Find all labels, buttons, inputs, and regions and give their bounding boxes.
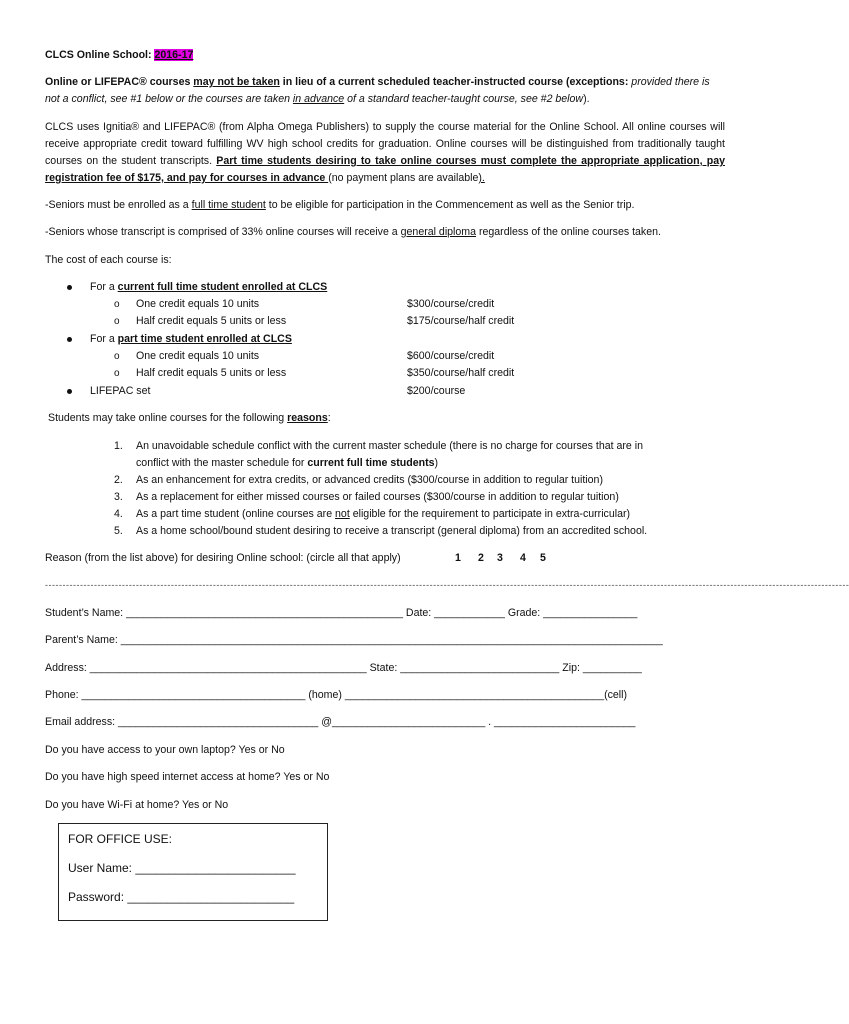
- cost-row-price: $600/course/credit: [407, 350, 495, 362]
- reason-option-4[interactable]: 4: [520, 552, 526, 564]
- paragraph-text: ).: [478, 172, 485, 184]
- paragraph-emphasis: Part time students desiring to take online courses must complete the appropriate application, pay registration fee of $175, and pay for courses in advance: [45, 155, 725, 184]
- sub-bullet-icon: o: [114, 351, 120, 362]
- laptop-question[interactable]: Do you have access to your own laptop? Yes or No: [45, 744, 285, 756]
- note-emphasis: full time student: [191, 199, 266, 211]
- title-prefix: CLCS Online School:: [45, 49, 155, 61]
- reasons-emphasis: reasons: [287, 412, 328, 424]
- reasons-text: Students may take online courses for the following: [48, 412, 288, 424]
- intro-text: Online or LIFEPAC® courses: [45, 76, 194, 88]
- intro-line-2: [45, 93, 590, 106]
- wifi-question[interactable]: Do you have Wi-Fi at home? Yes or No: [45, 799, 229, 811]
- cut-line-divider: --------------------------------------------------------------------------------------------------------------------------------------------------------------------------------------------------------------------------------------: [45, 580, 849, 590]
- seniors-diploma-note: [45, 226, 661, 239]
- office-use-title: FOR OFFICE USE:: [68, 832, 173, 846]
- cost-row-price: $175/course/half credit: [407, 315, 515, 327]
- reasons-text: :: [327, 412, 331, 424]
- cost-group-label: part time student enrolled at CLCS: [117, 333, 292, 345]
- reason-text: An unavoidable schedule conflict with the current master schedule (there is no charge for courses that are in: [136, 440, 644, 452]
- sub-bullet-icon: o: [114, 368, 120, 379]
- cost-prefix: For a: [90, 333, 118, 345]
- note-text: -Seniors whose transcript is comprised of 33% online courses will receive a: [45, 226, 401, 238]
- reason-option-1[interactable]: 1: [455, 552, 461, 564]
- cost-heading: The cost of each course is:: [45, 254, 172, 266]
- reason-text: eligible for the requirement to participate in extra-curricular): [349, 508, 631, 520]
- reason-text-continued: [136, 457, 438, 470]
- email-field[interactable]: Email address: __________________________________ @__________________________ . ________________________: [45, 716, 636, 728]
- student-name-field[interactable]: Student’s Name: _______________________________________________ Date: ____________ Grade: ________________: [45, 607, 638, 619]
- reasons-intro: [48, 412, 331, 425]
- reason-emphasis: current full time students: [307, 457, 435, 469]
- reason-text: ): [434, 457, 439, 469]
- cost-prefix: For a: [90, 281, 118, 293]
- reason-number: 2.: [114, 474, 123, 486]
- cost-row-label: Half credit equals 5 units or less: [136, 315, 287, 327]
- cost-row-label: Half credit equals 5 units or less: [136, 367, 287, 379]
- reason-option-5[interactable]: 5: [540, 552, 546, 564]
- bullet-icon: [67, 337, 72, 342]
- intro-emphasis: may not be taken: [193, 76, 280, 88]
- cost-group-label: current full time student enrolled at CLCS: [117, 281, 328, 293]
- reason-text: As an enhancement for extra credits, or advanced credits ($300/course in addition to regular tuition): [136, 474, 603, 486]
- parttime-cost-heading: [90, 333, 292, 346]
- office-username-field[interactable]: User Name: ________________________: [68, 861, 296, 875]
- intro-italic: not a conflict, see #1 below or the courses are taken: [45, 93, 293, 105]
- reason-number: 4.: [114, 508, 123, 520]
- note-emphasis: general diploma: [400, 226, 477, 238]
- reason-text: As a home school/bound student desiring to receive a transcript (general diploma) from an accredited school.: [136, 525, 648, 537]
- intro-line-1: [45, 76, 710, 89]
- intro-italic: provided there is: [631, 76, 710, 88]
- note-text: to be eligible for participation in the Commencement as well as the Senior trip.: [265, 199, 635, 211]
- reason-number: 5.: [114, 525, 123, 537]
- title-year-highlight: 2016-17: [154, 49, 194, 61]
- reason-text: conflict with the master schedule for: [136, 457, 308, 469]
- reason-text: As a part time student (online courses are: [136, 508, 336, 520]
- reason-number: 3.: [114, 491, 123, 503]
- intro-text: ).: [583, 93, 590, 105]
- cost-row-price: $300/course/credit: [407, 298, 495, 310]
- intro-italic: of a standard teacher-taught course, see #2 below: [344, 93, 584, 105]
- office-password-field[interactable]: Password: _________________________: [68, 890, 295, 904]
- intro-text: in lieu of a current scheduled teacher-instructed course (exceptions:: [279, 76, 632, 88]
- reason-option-3[interactable]: 3: [497, 552, 503, 564]
- office-use-box: [58, 823, 328, 921]
- note-text: -Seniors must be enrolled as a: [45, 199, 192, 211]
- seniors-fulltime-note: [45, 199, 634, 212]
- reason-text: As a replacement for either missed courses or failed courses ($300/course in addition to regular tuition): [136, 491, 619, 503]
- intro-italic-underline: in advance: [292, 93, 345, 105]
- phone-field[interactable]: Phone: ______________________________________ (home) ____________________________________________(cell): [45, 689, 628, 701]
- lifepac-label: LIFEPAC set: [90, 385, 151, 397]
- sub-bullet-icon: o: [114, 316, 120, 327]
- reason-emphasis: not: [335, 508, 350, 520]
- reason-text: [136, 508, 630, 521]
- circle-reasons-prompt: Reason (from the list above) for desiring Online school: (circle all that apply): [45, 552, 401, 564]
- cost-row-label: One credit equals 10 units: [136, 298, 260, 310]
- note-text: regardless of the online courses taken.: [476, 226, 661, 238]
- cost-row-label: One credit equals 10 units: [136, 350, 260, 362]
- paragraph-text: CLCS uses Ignitia® and LIFEPAC® (from Alpha Omega Publishers) to supply the course material for the Online School. All online courses will receive appropriate credit toward fulfilling WV high school credits for graduation. Online courses will be distinguished from traditionally taught courses on the student transcripts.: [45, 121, 725, 167]
- address-field[interactable]: Address: _______________________________________________ State: ___________________________ Zip: __________: [45, 662, 642, 674]
- reason-option-2[interactable]: 2: [478, 552, 484, 564]
- ignitia-paragraph: [45, 119, 725, 187]
- internet-question[interactable]: Do you have high speed internet access at home? Yes or No: [45, 771, 330, 783]
- lifepac-price: $200/course: [407, 385, 466, 397]
- parent-name-field[interactable]: Parent’s Name: ____________________________________________________________________________________________: [45, 634, 663, 646]
- cost-row-price: $350/course/half credit: [407, 367, 515, 379]
- sub-bullet-icon: o: [114, 299, 120, 310]
- bullet-icon: [67, 285, 72, 290]
- paragraph-text: (no payment plans are available: [328, 172, 479, 184]
- fulltime-cost-heading: [90, 281, 327, 294]
- page-title: [45, 49, 193, 62]
- reason-number: 1.: [114, 440, 123, 452]
- bullet-icon: [67, 389, 72, 394]
